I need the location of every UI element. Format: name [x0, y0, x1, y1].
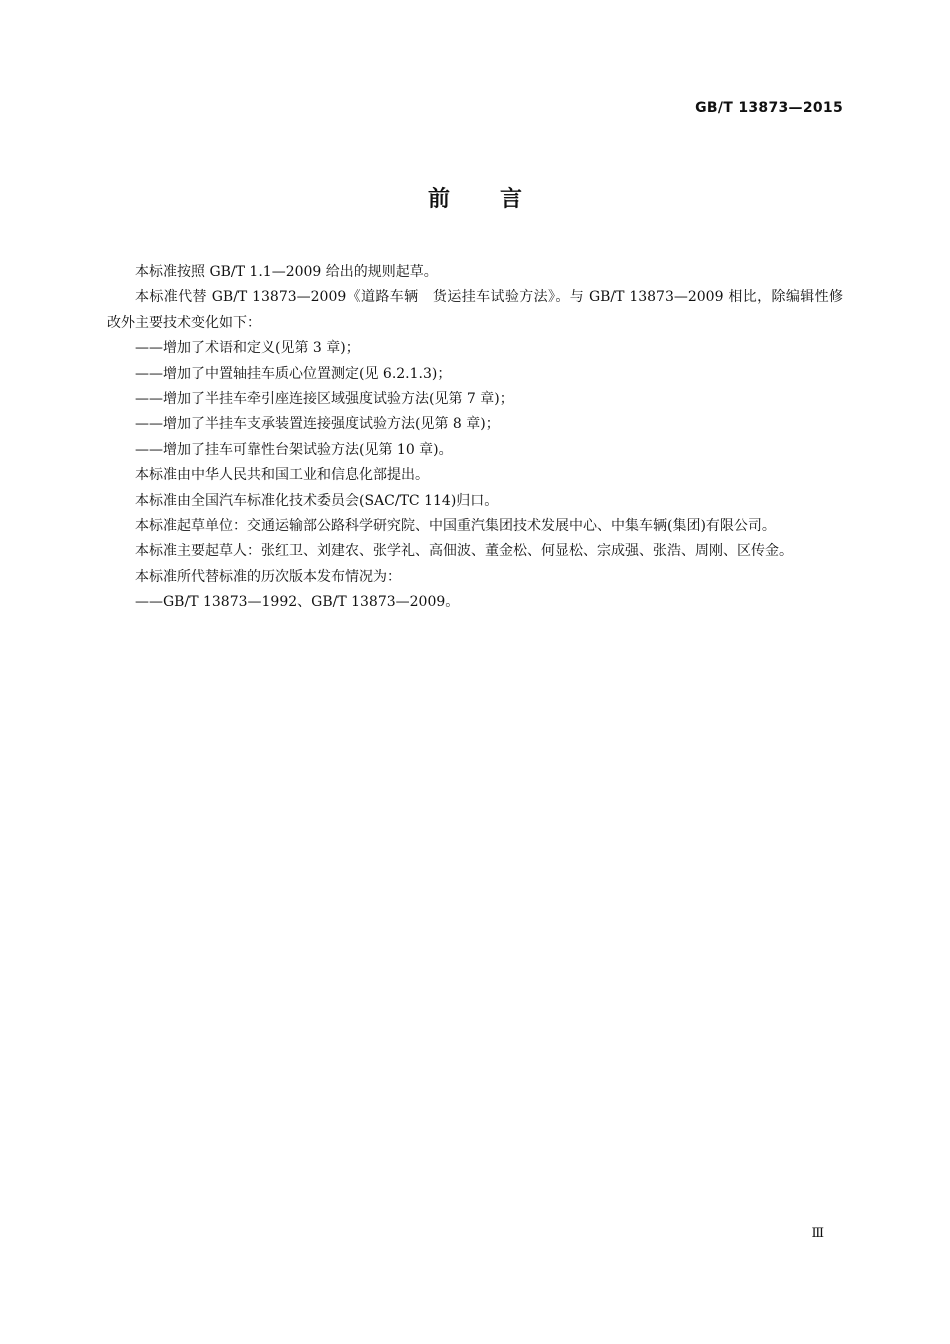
paragraph-history-intro: 本标准所代替标准的历次版本发布情况为：	[135, 568, 401, 585]
paragraph-committee: 本标准由全国汽车标准化技术委员会(SAC/TC 114)归口。	[135, 492, 499, 509]
paragraph-drafting-rules: 本标准按照 GB/T 1.1—2009 给出的规则起草。	[135, 264, 438, 280]
paragraph-replacement: 本标准代替 GB/T 13873—2009《道路车辆 货运挂车试验方法》。与 GB/T 13873—2009 相比，除编辑性修改外主要技术变化如下：	[107, 289, 843, 331]
paragraph-drafting-units: 本标准起草单位：交通运输部公路科学研究院、中国重汽集团技术发展中心、中集车辆(集团)有限公司。	[135, 518, 776, 535]
document-body	[107, 260, 843, 616]
standard-number: GB/T 13873—2015	[695, 100, 843, 116]
change-item: ——增加了挂车可靠性台架试验方法(见第 10 章)。	[135, 441, 453, 458]
paragraph-proposer: 本标准由中华人民共和国工业和信息化部提出。	[135, 467, 429, 484]
change-item: ——增加了半挂车支承装置连接强度试验方法(见第 8 章)；	[135, 416, 500, 433]
change-item: ——增加了术语和定义(见第 3 章)；	[135, 340, 360, 357]
change-item: ——增加了半挂车牵引座连接区域强度试验方法(见第 7 章)；	[135, 391, 514, 408]
paragraph-drafters: 本标准主要起草人：张红卫、刘建农、张学礼、高佃波、董金松、何显松、宗成强、张浩、周刚、区传金。	[135, 543, 793, 560]
page-title: 前言	[427, 187, 572, 212]
page-number: Ⅲ	[811, 1226, 824, 1241]
history-item: ——GB/T 13873—1992、GB/T 13873—2009。	[135, 594, 460, 611]
change-item: ——增加了中置轴挂车质心位置测定(见 6.2.1.3)；	[135, 365, 452, 382]
